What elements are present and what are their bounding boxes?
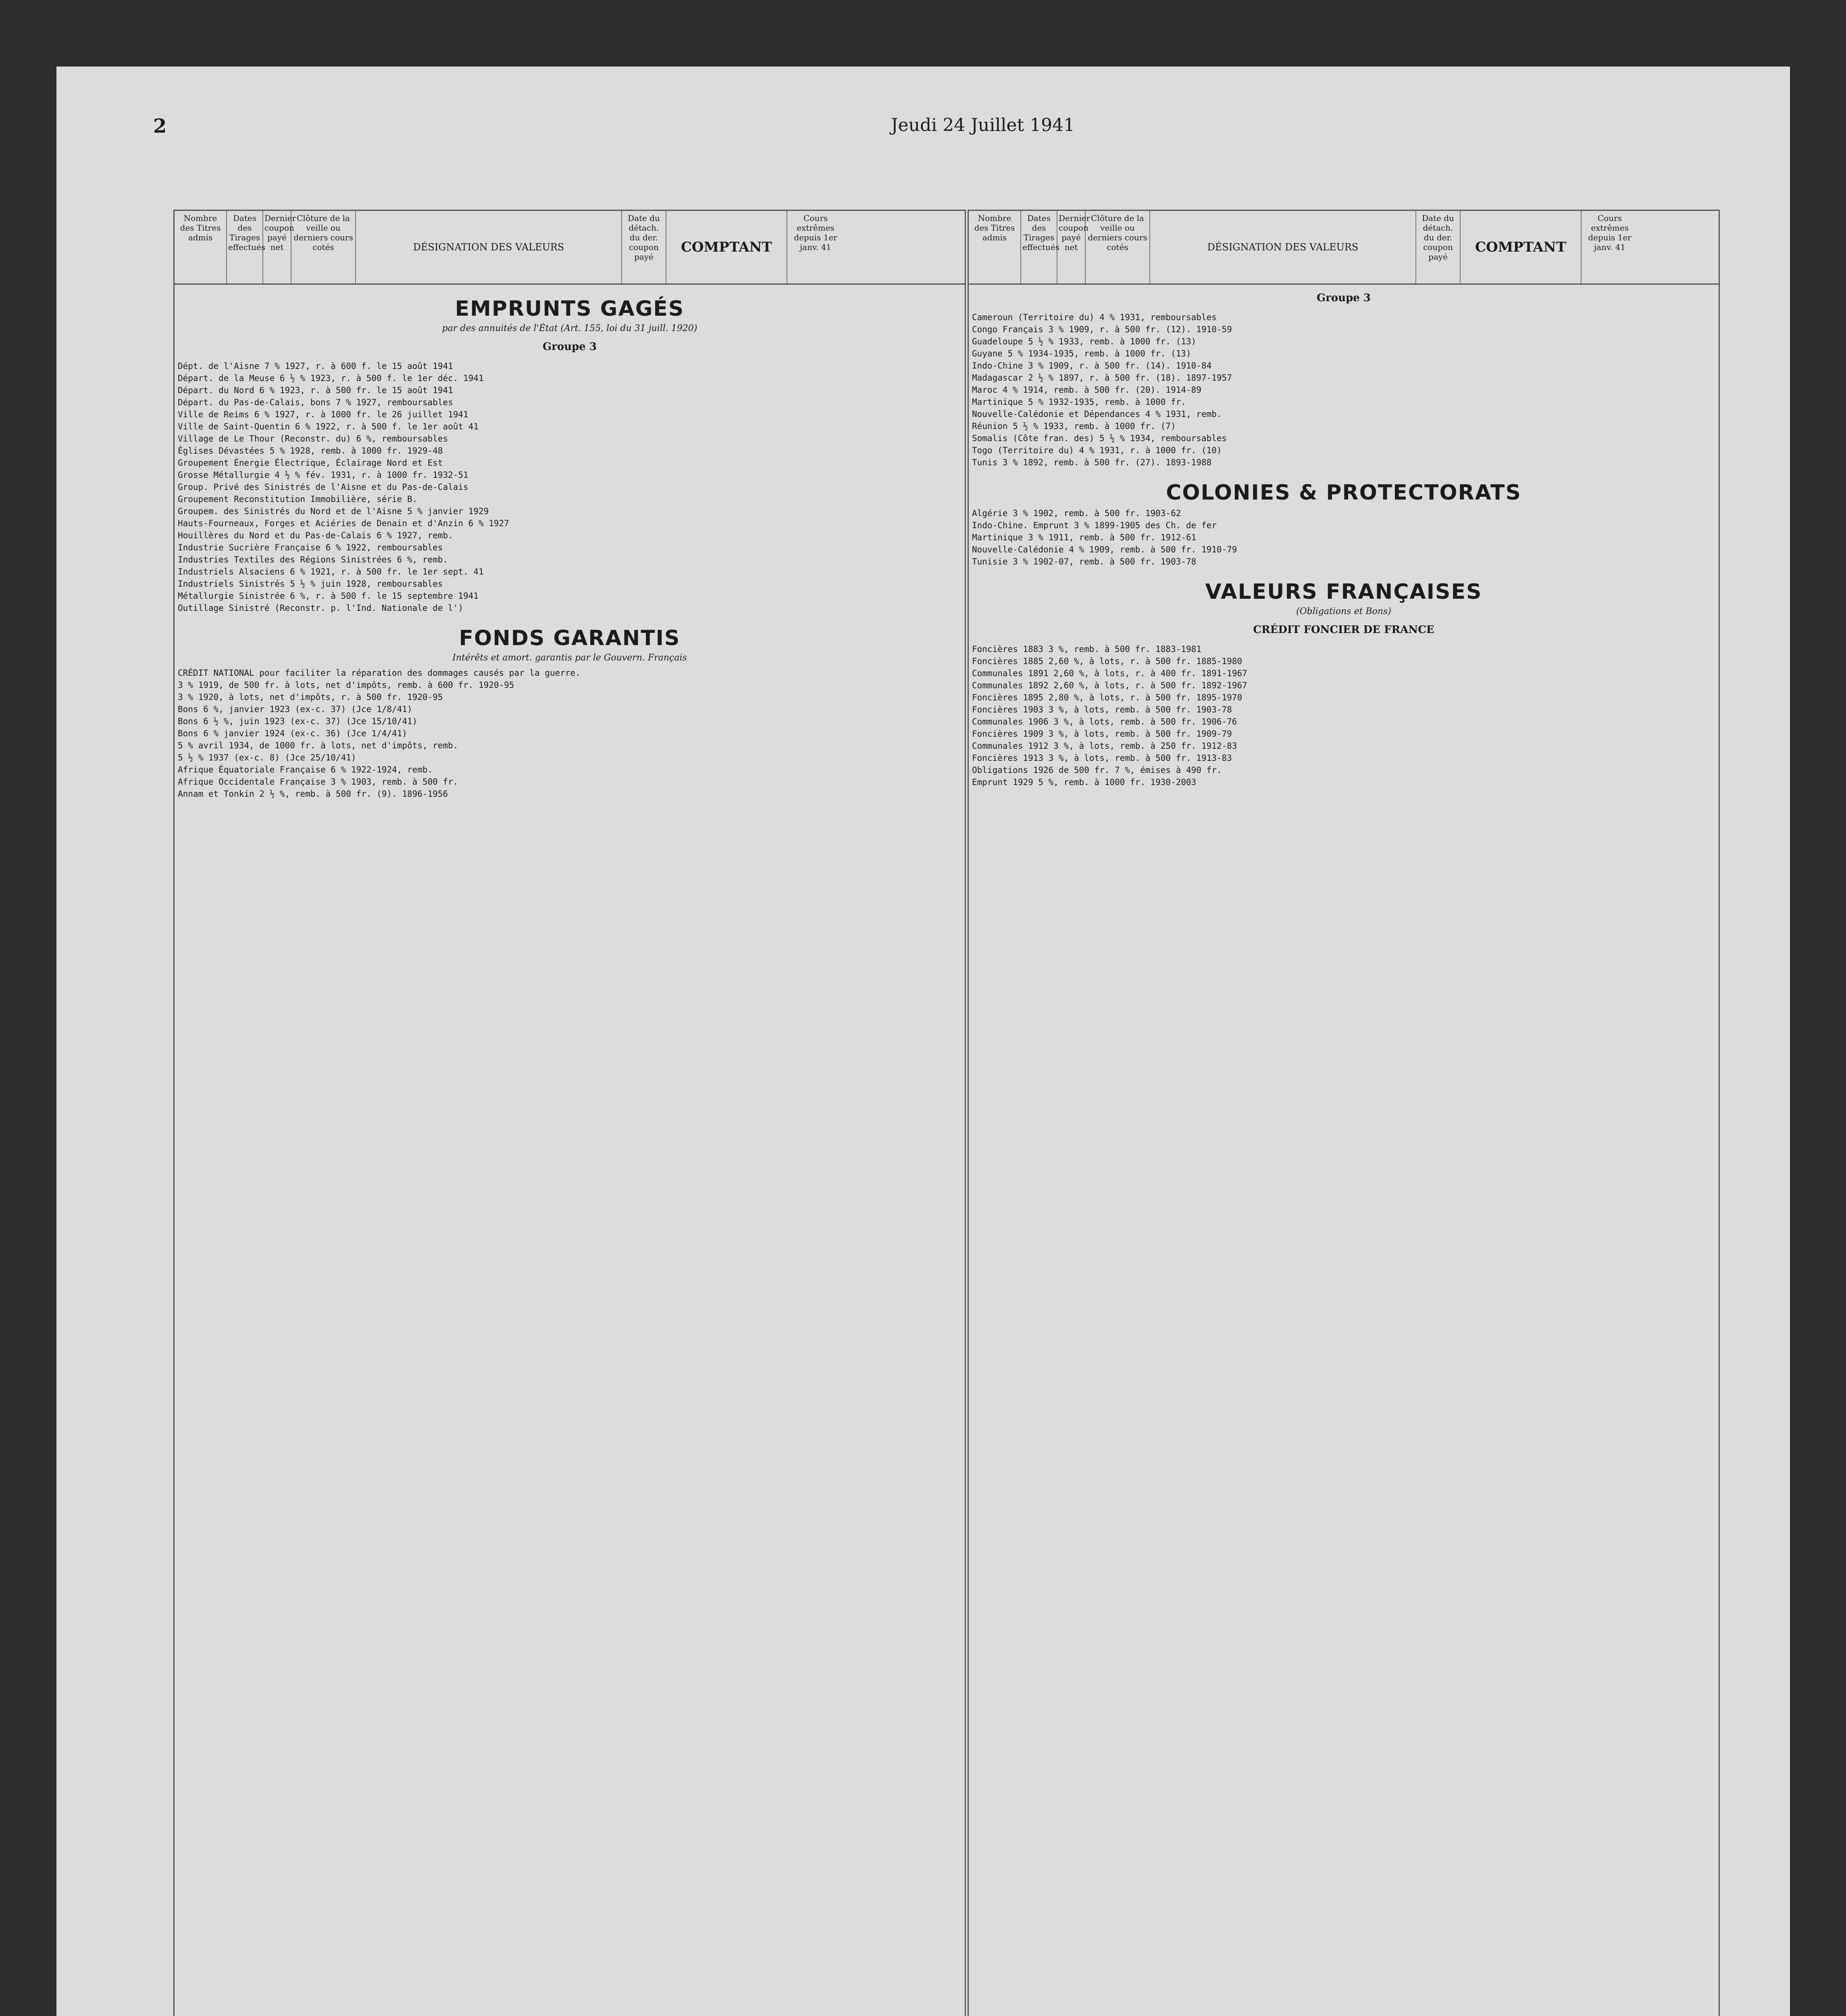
group-label: CRÉDIT FONCIER DE FRANCE	[1253, 624, 1434, 636]
table-row: Tunisie 3 % 1902-07, remb. à 500 fr. 1903-78	[972, 557, 1197, 566]
table-row: Départ. de la Meuse 6 ½ % 1923, r. à 500 f. le 1er déc. 1941	[178, 373, 484, 383]
table-row: Industries Textiles des Régions Sinistrées 6 %, remb.	[178, 555, 448, 564]
table-row: Communales 1906 3 %, à lots, remb. à 500 fr. 1906-76	[972, 717, 1237, 727]
header-dates: Dates des Tirages effectués	[227, 211, 263, 283]
section-title: COLONIES & PROTECTORATS	[1166, 481, 1521, 505]
table-row: Tunis 3 % 1892, remb. à 500 fr. (27). 1893-1988	[972, 458, 1212, 467]
table-row: Cameroun (Territoire du) 4 % 1931, remboursables	[972, 312, 1217, 322]
table-row: Groupem. des Sinistrés du Nord et de l'Aisne 5 % janvier 1929	[178, 506, 489, 516]
header-detach: Date du détach. du der. coupon payé	[622, 211, 666, 283]
table-row: Foncières 1885 2,60 %, à lots, r. à 500 fr. 1885-1980	[972, 656, 1242, 666]
header-dates: Dates des Tirages effectués	[1021, 211, 1057, 283]
header-comptant: COMPTANT	[666, 211, 787, 283]
table-row: Foncières 1903 3 %, à lots, remb. à 500 fr. 1903-78	[972, 705, 1232, 714]
section-title: VALEURS FRANÇAISES	[1205, 580, 1482, 604]
table-row: Bons 6 %, janvier 1923 (ex-c. 37) (Jce 1/8/41)	[178, 704, 412, 714]
table-row: Outillage Sinistré (Reconstr. p. l'Ind. Nationale de l')	[178, 603, 464, 613]
table-row: Afrique Occidentale Française 3 % 1903, remb. à 500 fr.	[178, 777, 458, 787]
table-row: Industriels Alsaciens 6 % 1921, r. à 500 fr. le 1er sept. 41	[178, 567, 484, 577]
section-title: EMPRUNTS GAGÉS	[455, 297, 685, 321]
table-row: Ville de Reims 6 % 1927, r. à 1000 fr. le 26 juillet 1941	[178, 410, 468, 419]
header-closing: Clôture de la veille ou derniers cours cotés	[1086, 211, 1150, 283]
table-row: CRÉDIT NATIONAL pour faciliter la réparation des dommages causés par la guerre.	[178, 668, 581, 678]
header-extremes: Cours extrêmes depuis 1er janv. 41	[794, 213, 837, 252]
section-subtitle: (Obligations et Bons)	[1296, 606, 1391, 616]
column-headers	[175, 211, 965, 285]
table-row: Ville de Saint-Quentin 6 % 1922, r. à 500 f. le 1er août 41	[178, 422, 479, 431]
table-row: Guyane 5 % 1934-1935, remb. à 1000 fr. (13)	[972, 349, 1191, 358]
table-row: Industriels Sinistrés 5 ½ % juin 1928, remboursables	[178, 579, 443, 589]
header-comptant: COMPTANT	[1461, 211, 1582, 283]
header-number: Nombre des Titres admis	[969, 211, 1021, 283]
securities-list	[175, 667, 965, 800]
securities-list	[175, 360, 965, 614]
table-row: Somalis (Côte fran. des) 5 ½ % 1934, remboursables	[972, 433, 1227, 443]
table-row: Foncières 1913 3 %, à lots, remb. à 500 fr. 1913-83	[972, 753, 1232, 763]
table-row: Réunion 5 ½ % 1933, remb. à 1000 fr. (7)	[972, 421, 1176, 431]
table-row: Martinique 5 % 1932-1935, remb. à 1000 fr.	[972, 397, 1186, 407]
table-row: Bons 6 ½ %, juin 1923 (ex-c. 37) (Jce 15/10/41)	[178, 716, 418, 726]
header-coupon: Dernier coupon payé net	[263, 211, 291, 283]
header-coupon: Dernier coupon payé net	[1057, 211, 1086, 283]
table-row: Afrique Équatoriale Française 6 % 1922-1924, remb.	[178, 765, 433, 775]
table-row: Groupement Énergie Électrique, Éclairage Nord et Est	[178, 458, 443, 468]
table-row: Obligations 1926 de 500 fr. 7 %, émises à 490 fr.	[972, 765, 1222, 775]
table-row: Métallurgie Sinistrée 6 %, r. à 500 f. le 15 septembre 1941	[178, 591, 479, 601]
table-row: Grosse Métallurgie 4 ½ % fév. 1931, r. à 1000 fr. 1932-51	[178, 470, 468, 480]
section-title: FONDS GARANTIS	[459, 626, 681, 650]
section-subtitle: Intérêts et amort. garantis par le Gouvern. Français	[452, 653, 687, 663]
right-table	[968, 210, 1720, 2016]
securities-list	[969, 643, 1719, 788]
table-row: Industrie Sucrière Française 6 % 1922, remboursables	[178, 543, 443, 552]
table-row: Nouvelle-Calédonie 4 % 1909, remb. à 500 fr. 1910-79	[972, 545, 1237, 554]
page-date: Jeudi 24 Juillet 1941	[891, 115, 1075, 135]
table-row: 3 % 1920, à lots, net d'impôts, r. à 500 fr. 1920-95	[178, 692, 443, 702]
header-designation: DÉSIGNATION DES VALEURS	[356, 211, 622, 283]
table-row: Togo (Territoire du) 4 % 1931, r. à 1000 fr. (10)	[972, 446, 1222, 455]
table-row: Hauts-Fourneaux, Forges et Aciéries de Denain et d'Anzin 6 % 1927	[178, 519, 509, 528]
table-row: Martinique 3 % 1911, remb. à 500 fr. 1912-61	[972, 533, 1197, 542]
table-row: Départ. du Pas-de-Calais, bons 7 % 1927, remboursables	[178, 398, 453, 407]
header-detach: Date du détach. du der. coupon payé	[1416, 211, 1461, 283]
table-row: Communales 1892 2,60 %, à lots, r. à 500 fr. 1892-1967	[972, 681, 1247, 690]
table-row: Village de Le Thour (Reconstr. du) 6 %, remboursables	[178, 434, 448, 444]
table-row: Maroc 4 % 1914, remb. à 500 fr. (20). 1914-89	[972, 385, 1201, 395]
table-row: Églises Dévastées 5 % 1928, remb. à 1000 fr. 1929-48	[178, 446, 443, 456]
table-row: Foncières 1895 2,80 %, à lots, r. à 500 fr. 1895-1970	[972, 693, 1242, 702]
table-row: Dépt. de l'Aisne 7 % 1927, r. à 600 f. le 15 août 1941	[178, 361, 453, 371]
table-row: Indo-Chine 3 % 1909, r. à 500 fr. (14). 1910-84	[972, 361, 1212, 371]
table-row: Emprunt 1929 5 %, remb. à 1000 fr. 1930-2003	[972, 777, 1197, 787]
table-row: Algérie 3 % 1902, remb. à 500 fr. 1903-62	[972, 508, 1181, 518]
table-row: Houillères du Nord et du Pas-de-Calais 6 % 1927, remb.	[178, 531, 453, 540]
table-row: Foncières 1883 3 %, remb. à 500 fr. 1883-1981	[972, 644, 1201, 654]
page-number: 2	[153, 115, 167, 137]
table-row: Nouvelle-Calédonie et Dépendances 4 % 1931, remb.	[972, 409, 1222, 419]
table-row: Départ. du Nord 6 % 1923, r. à 500 fr. le 15 août 1941	[178, 385, 453, 395]
table-row: Madagascar 2 ½ % 1897, r. à 500 fr. (18). 1897-1957	[972, 373, 1232, 383]
header-designation: DÉSIGNATION DES VALEURS	[1150, 211, 1416, 283]
table-row: 3 % 1919, de 500 fr. à lots, net d'impôts, remb. à 600 fr. 1920-95	[178, 680, 514, 690]
securities-list	[969, 311, 1719, 469]
header-extremes: Cours extrêmes depuis 1er janv. 41	[1588, 213, 1632, 252]
section-subtitle: par des annuités de l'État (Art. 155, loi du 31 juill. 1920)	[442, 323, 697, 333]
page-header	[153, 115, 1725, 139]
group-label: Groupe 3	[1316, 292, 1371, 304]
table-row: Congo Français 3 % 1909, r. à 500 fr. (12). 1910-59	[972, 325, 1232, 334]
table-row: 5 ½ % 1937 (ex-c. 8) (Jce 25/10/41)	[178, 753, 356, 762]
table-row: Communales 1891 2,60 %, à lots, r. à 400 fr. 1891-1967	[972, 669, 1247, 678]
table-row: Indo-Chine. Emprunt 3 % 1899-1905 des Ch. de fer	[972, 521, 1217, 530]
header-closing: Clôture de la veille ou derniers cours cotés	[291, 211, 356, 283]
left-table	[173, 210, 966, 2016]
table-row: Foncières 1909 3 %, à lots, remb. à 500 fr. 1909-79	[972, 729, 1232, 739]
column-headers	[969, 211, 1719, 285]
table-row: Groupement Reconstitution Immobilière, série B.	[178, 494, 418, 504]
securities-list	[969, 507, 1719, 568]
table-row: Bons 6 % janvier 1924 (ex-c. 36) (Jce 1/4/41)	[178, 729, 407, 738]
table-row: Guadeloupe 5 ½ % 1933, remb. à 1000 fr. (13)	[972, 337, 1197, 346]
table-row: Annam et Tonkin 2 ½ %, remb. à 500 fr. (9). 1896-1956	[178, 789, 448, 799]
table-row: Group. Privé des Sinistrés de l'Aisne et du Pas-de-Calais	[178, 482, 468, 492]
table-row: 5 % avril 1934, de 1000 fr. à lots, net d'impôts, remb.	[178, 741, 458, 750]
group-label: Groupe 3	[542, 341, 597, 353]
table-row: Communales 1912 3 %, à lots, remb. à 250 fr. 1912-83	[972, 741, 1237, 751]
header-number: Nombre des Titres admis	[175, 211, 227, 283]
